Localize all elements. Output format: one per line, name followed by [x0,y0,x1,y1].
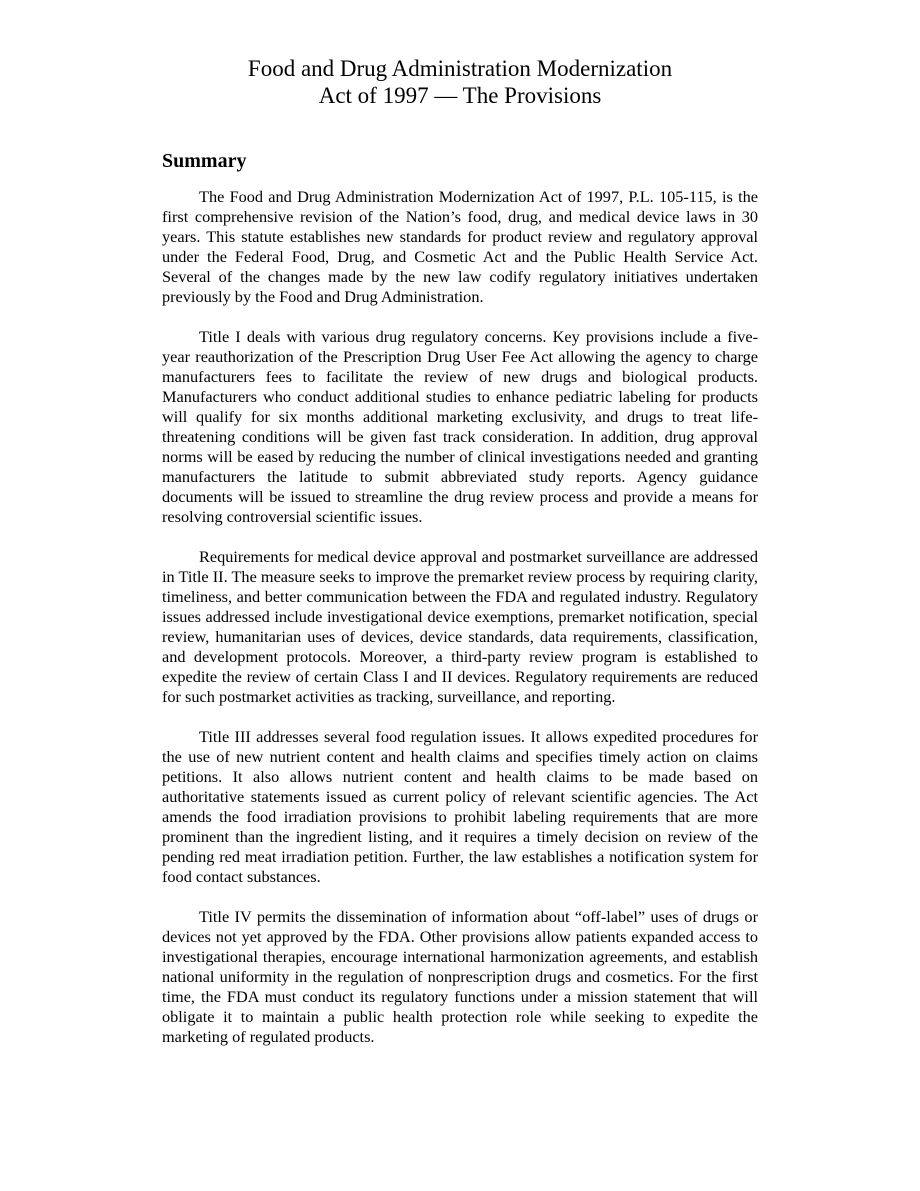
paragraph-title-iv: Title IV permits the dissemination of information about “off-label” uses of drugs or devices not yet approved by the FDA. Other provisions allow patients expanded access to investigational therapies, encourage international harmonization agreements, and establish national uniformity in the regulation of nonprescription drugs and cosmetics. For the first time, the FDA must conduct its regulatory functions under a mission statement that will obligate it to maintain a public health protection role while seeking to expedite the marketing of regulated products. [162,907,758,1046]
paragraph-title-ii: Requirements for medical device approval and postmarket surveillance are addressed in Title II. The measure seeks to improve the premarket review process by requiring clarity, timeliness, and better communication between the FDA and regulated industry. Regulatory issues addressed include investigational device exemptions, premarket notification, special review, humanitarian uses of devices, device standards, data requirements, classification, and development protocols. Moreover, a third-party review program is established to expedite the review of certain Class I and II devices. Regulatory requirements are reduced for such postmarket activities as tracking, surveillance, and reporting. [162,547,758,706]
summary-body [162,187,758,1047]
document-title-line-2: Act of 1997 — The Provisions [318,83,602,108]
section-heading-summary: Summary [162,150,247,172]
document-title [162,55,758,109]
paragraph-title-iii: Title III addresses several food regulation issues. It allows expedited procedures for the use of new nutrient content and health claims and specifies timely action on claims petitions. It also allows nutrient content and health claims to be made based on authoritative statements issued as current policy of relevant scientific agencies. The Act amends the food irradiation provisions to prohibit labeling requirements that are more prominent than the ingredient listing, and it requires a timely decision on review of the pending red meat irradiation petition. Further, the law establishes a notification system for food contact substances. [162,727,758,886]
paragraph-title-i: Title I deals with various drug regulatory concerns. Key provisions include a five-year reauthorization of the Prescription Drug User Fee Act allowing the agency to charge manufacturers fees to facilitate the review of new drugs and biological products. Manufacturers who conduct additional studies to enhance pediatric labeling for products will qualify for six months additional marketing exclusivity, and drugs to treat life-threatening conditions will be given fast track consideration. In addition, drug approval norms will be eased by reducing the number of clinical investigations needed and granting manufacturers the latitude to submit abbreviated study reports. Agency guidance documents will be issued to streamline the drug review process and provide a means for resolving controversial scientific issues. [162,327,758,526]
paragraph-intro: The Food and Drug Administration Modernization Act of 1997, P.L. 105-115, is the first comprehensive revision of the Nation’s food, drug, and medical device laws in 30 years. This statute establishes new standards for product review and regulatory approval under the Federal Food, Drug, and Cosmetic Act and the Public Health Service Act. Several of the changes made by the new law codify regulatory initiatives undertaken previously by the Food and Drug Administration. [162,187,758,306]
document-title-line-1: Food and Drug Administration Modernization [247,56,673,81]
document-page [162,55,758,1067]
